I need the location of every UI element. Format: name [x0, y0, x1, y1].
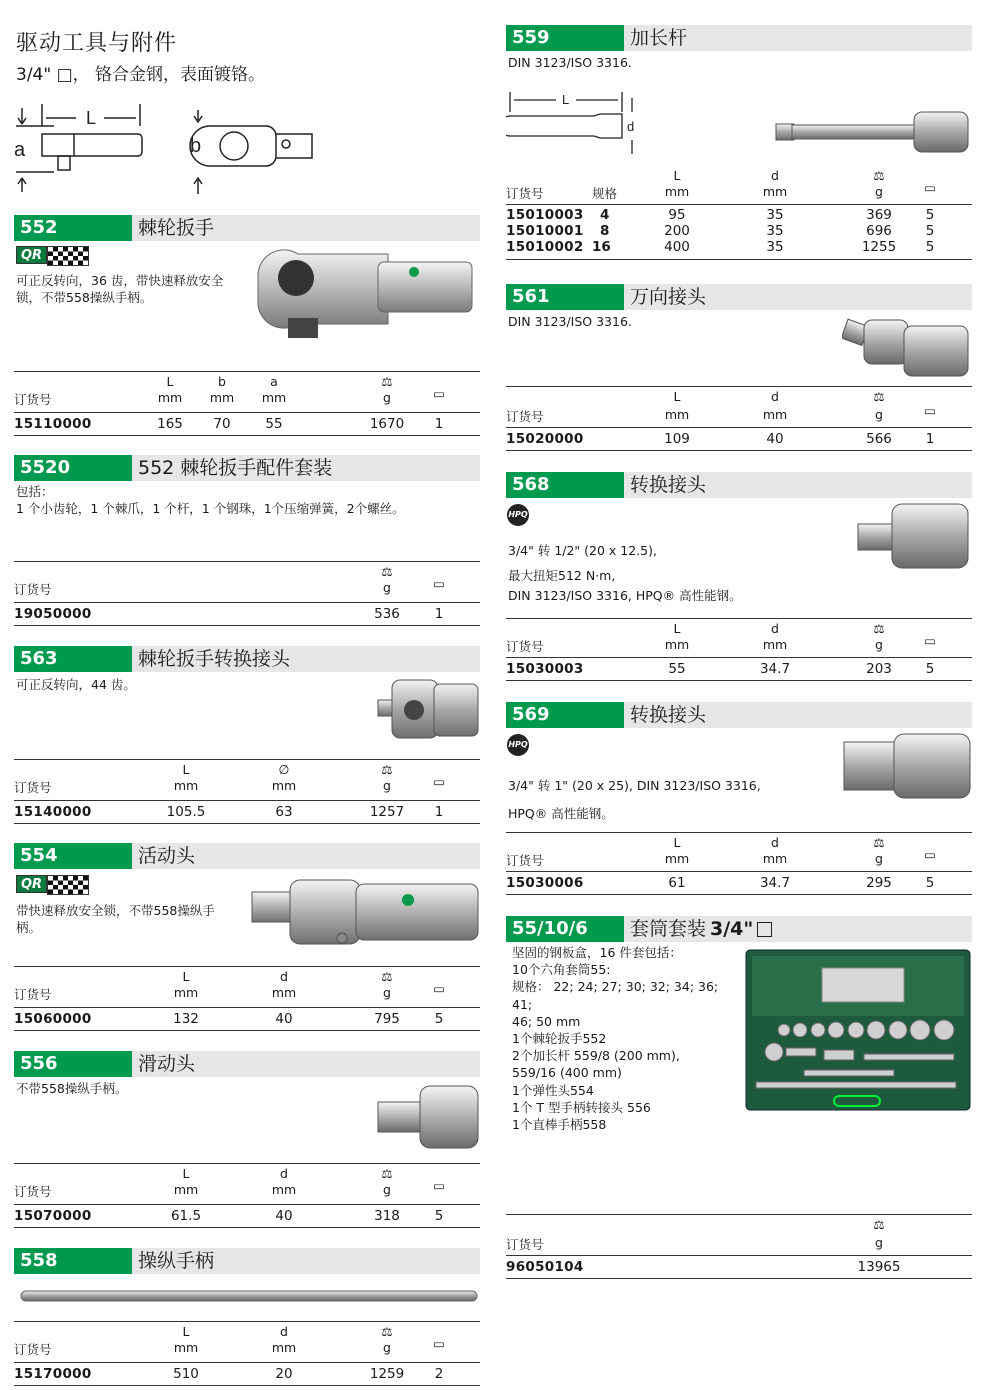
section-number: 559: [506, 25, 624, 51]
col-d-unit: mm: [271, 985, 297, 1000]
qr-badge-text: QR: [16, 875, 47, 893]
order-code: 15070000: [14, 1208, 92, 1224]
list-item: 1个直棒手柄558: [512, 1117, 607, 1133]
order-code: 15010003: [506, 207, 584, 223]
order-code: 15060000: [14, 1011, 92, 1027]
value-pack: 1: [434, 416, 444, 432]
ratchet-wrench-image: [248, 248, 480, 344]
order-code: 15030006: [506, 875, 584, 891]
col-diameter: ∅: [278, 762, 290, 777]
table-row: [14, 1008, 480, 1031]
value-spec: 8: [600, 223, 610, 239]
value-g: 1259: [369, 1366, 405, 1382]
value-pack: 5: [434, 1208, 444, 1224]
col-d: d: [280, 1324, 288, 1339]
dim-L-label: L: [562, 92, 570, 107]
sliding-head-image: [376, 1082, 480, 1152]
table-row: [506, 222, 972, 239]
col-L-unit: mm: [664, 637, 690, 652]
qr-badge: [16, 246, 89, 264]
section-name: 滑动头: [132, 1051, 480, 1077]
list-item: 坚固的钢板盒，16 件套包括：: [512, 945, 682, 960]
col-order: 订货号: [14, 987, 52, 1002]
col-order: 订货号: [506, 639, 544, 654]
col-order: 订货号: [14, 582, 52, 597]
section-name: 活动头: [132, 843, 480, 869]
product-description: 不带558操纵手柄。: [16, 1081, 128, 1096]
order-code: 15010001: [506, 223, 584, 239]
section-header-568: [506, 472, 972, 498]
section-header-55-10-6: [506, 916, 972, 942]
col-L: L: [182, 762, 190, 777]
package-icon: ▭: [433, 386, 445, 401]
col-g-unit: g: [383, 1340, 391, 1355]
col-L: L: [182, 1324, 190, 1339]
list-item: 2个加长杆 559/8 (200 mm),: [512, 1048, 680, 1064]
order-code: 15020000: [506, 431, 584, 447]
scale-icon: ⚖: [381, 1166, 393, 1181]
value-L: 200: [664, 223, 690, 239]
value-g: 318: [374, 1208, 400, 1224]
col-L: L: [166, 374, 174, 389]
list-item: 规格： 22; 24; 27; 30; 32; 34; 36; 41;: [512, 979, 719, 1012]
section-name: 棘轮扳手转换接头: [132, 646, 480, 672]
section-header-561: [506, 284, 972, 310]
section-name: [624, 916, 972, 942]
value-g: 1670: [369, 416, 405, 432]
package-icon: ▭: [433, 774, 445, 789]
col-L-unit: mm: [173, 778, 199, 793]
extension-bar-image: [774, 108, 972, 156]
value-pack: 1: [925, 431, 935, 447]
value-g: 203: [866, 661, 892, 677]
value-d: 40: [766, 431, 784, 447]
product-description-1: 包括：: [16, 484, 54, 499]
section-name: 万向接头: [624, 284, 972, 310]
value-pack: 5: [925, 661, 935, 677]
socket-set-case-image: [744, 948, 972, 1112]
table-554: [14, 966, 480, 1031]
section-header-563: [14, 646, 480, 672]
dim-d-label: d: [627, 119, 635, 134]
col-L: L: [673, 621, 681, 636]
table-558: [14, 1321, 480, 1386]
page-subtitle: 3/4" □， 铬合金钢，表面镀铬。: [16, 65, 266, 85]
table-552: [14, 371, 480, 436]
package-icon: ▭: [924, 403, 936, 418]
section-header-556: [14, 1051, 480, 1077]
package-icon: ▭: [433, 1178, 445, 1193]
col-b-unit: mm: [209, 390, 235, 405]
table-row: [506, 658, 972, 681]
extension-dimension-diagram: [506, 90, 646, 156]
section-name-suffix: 3/4": [710, 918, 754, 940]
col-order: 订货号: [14, 780, 52, 795]
col-b: b: [218, 374, 226, 389]
value-L: 400: [664, 239, 690, 255]
value-L: 510: [173, 1366, 199, 1382]
scale-icon: ⚖: [381, 969, 393, 984]
col-order: 订货号: [14, 392, 52, 407]
value-d: 40: [275, 1208, 293, 1224]
value-pack: 5: [925, 207, 935, 223]
order-code: 15030003: [506, 661, 584, 677]
section-name: 加长杆: [624, 25, 972, 51]
list-item: 1个弹性头554: [512, 1082, 594, 1098]
col-order: 订货号: [506, 1237, 544, 1252]
qr-badge: [16, 875, 89, 893]
col-g-unit: g: [383, 390, 391, 405]
col-order: 订货号: [14, 1342, 52, 1357]
value-L: 132: [173, 1011, 199, 1027]
col-d: d: [280, 1166, 288, 1181]
scale-icon: ⚖: [381, 564, 393, 579]
package-icon: ▭: [433, 1336, 445, 1351]
product-description: 可正反转向，44 齿。: [16, 677, 136, 692]
value-b: 70: [213, 416, 231, 432]
dim-L-label: L: [86, 108, 97, 128]
section-number: 558: [14, 1248, 132, 1274]
section-name: 552 棘轮扳手配件套装: [132, 455, 480, 481]
dim-b-label: b: [190, 135, 202, 157]
package-icon: ▭: [433, 981, 445, 996]
value-pack: 5: [925, 223, 935, 239]
order-code: 96050104: [506, 1259, 584, 1275]
section-header-5520: [14, 455, 480, 481]
product-description-2: 1 个小齿轮，1 个棘爪，1 个杆，1 个钢珠，1个压缩弹簧，2个螺丝。: [16, 501, 405, 516]
col-g-unit: g: [875, 407, 883, 422]
order-code: 15010002: [506, 239, 584, 255]
value-d: 34.7: [759, 661, 791, 677]
qr-badge-text: QR: [16, 246, 47, 264]
table-568: [506, 618, 972, 681]
list-item: 1个 T 型手柄转接头 556: [512, 1099, 651, 1115]
col-L-unit: mm: [173, 1340, 199, 1355]
col-L-unit: mm: [173, 1182, 199, 1197]
col-g-unit: g: [875, 1235, 883, 1250]
section-name: 操纵手柄: [132, 1248, 480, 1274]
value-pack: 1: [434, 606, 444, 622]
value-d: 40: [275, 1011, 293, 1027]
hpq-badge: HPQ: [507, 504, 529, 526]
col-L-unit: mm: [664, 184, 690, 199]
col-L: L: [182, 1166, 190, 1181]
value-diameter: 63: [275, 804, 293, 820]
value-spec: 4: [600, 207, 610, 223]
product-description-3: DIN 3123/ISO 3316, HPQ® 高性能钢。: [508, 588, 742, 603]
col-L: L: [673, 389, 681, 404]
value-L: 95: [668, 207, 686, 223]
section-name: 转换接头: [624, 702, 972, 728]
scale-icon: ⚖: [381, 762, 393, 777]
scale-icon: ⚖: [873, 389, 885, 404]
value-d: 20: [275, 1366, 293, 1382]
value-g: 1257: [369, 804, 405, 820]
order-code: 19050000: [14, 606, 92, 622]
col-d: d: [771, 835, 779, 850]
value-g: 295: [866, 875, 892, 891]
section-name: 棘轮扳手: [132, 215, 480, 241]
value-g: 13965: [857, 1259, 901, 1275]
table-55-10-6: [506, 1214, 972, 1279]
product-description: DIN 3123/ISO 3316.: [508, 55, 632, 70]
value-L: 61.5: [170, 1208, 202, 1224]
scale-icon: ⚖: [873, 835, 885, 850]
package-icon: ▭: [924, 180, 936, 195]
col-d: d: [771, 389, 779, 404]
value-L: 61: [668, 875, 686, 891]
value-pack: 5: [434, 1011, 444, 1027]
product-description-1: 3/4" 转 1/2" (20 x 12.5),: [508, 543, 657, 558]
universal-joint-image: [250, 876, 480, 952]
table-row: [506, 872, 972, 895]
value-pack: 5: [925, 239, 935, 255]
dimension-diagram: [14, 96, 334, 196]
col-a-unit: mm: [261, 390, 287, 405]
product-description: DIN 3123/ISO 3316.: [508, 314, 632, 329]
value-d: 35: [766, 207, 784, 223]
checkered-flag-icon: [47, 246, 89, 266]
table-563: [14, 759, 480, 824]
value-spec: 16: [592, 239, 611, 255]
col-d: d: [280, 969, 288, 984]
product-description-2: 最大扭矩512 N·m,: [508, 568, 616, 583]
list-item: 46; 50 mm: [512, 1013, 581, 1029]
col-L: L: [673, 168, 681, 183]
value-g: 795: [374, 1011, 400, 1027]
checkered-flag-icon: [47, 875, 89, 895]
col-d-unit: mm: [762, 637, 788, 652]
order-code: 15110000: [14, 416, 92, 432]
page-title: 驱动工具与附件: [16, 31, 178, 56]
value-d: 35: [766, 239, 784, 255]
product-description-1: 3/4" 转 1" (20 x 25), DIN 3123/ISO 3316,: [508, 778, 761, 793]
order-code: 15140000: [14, 804, 92, 820]
col-diameter-unit: mm: [271, 778, 297, 793]
value-d: 35: [766, 223, 784, 239]
value-g: 369: [866, 207, 892, 223]
col-L-unit: mm: [157, 390, 183, 405]
table-row: [14, 1205, 480, 1228]
set-contents-list: [512, 944, 742, 1133]
col-L-unit: mm: [664, 407, 690, 422]
table-5520: [14, 561, 480, 626]
list-item: 559/16 (400 mm): [512, 1065, 622, 1081]
col-L-unit: mm: [173, 985, 199, 1000]
col-order: 订货号: [14, 1184, 52, 1199]
col-d-unit: mm: [271, 1340, 297, 1355]
value-pack: 1: [434, 804, 444, 820]
section-header-559: [506, 25, 972, 51]
product-description: 带快速释放安全锁，不带558操纵手柄。: [16, 903, 215, 935]
value-d: 34.7: [759, 875, 791, 891]
section-header-558: [14, 1248, 480, 1274]
value-g: 696: [866, 223, 892, 239]
section-number: 563: [14, 646, 132, 672]
value-L: 109: [664, 431, 690, 447]
section-number: 556: [14, 1051, 132, 1077]
list-item: 10个六角套筒55:: [512, 962, 611, 978]
value-a: 55: [265, 416, 283, 432]
section-name-text: 套筒套装: [630, 918, 707, 940]
value-L: 105.5: [166, 804, 206, 820]
section-header-569: [506, 702, 972, 728]
dim-a-label: a: [14, 139, 26, 161]
value-pack: 5: [925, 875, 935, 891]
universal-joint-561-image: [842, 312, 972, 378]
col-a: a: [270, 374, 278, 389]
section-number: 568: [506, 472, 624, 498]
package-icon: ▭: [433, 576, 445, 591]
value-L: 165: [157, 416, 183, 432]
section-number: 55/10/6: [506, 916, 624, 942]
section-name: 转换接头: [624, 472, 972, 498]
col-order: 订货号: [506, 409, 544, 424]
scale-icon: ⚖: [381, 374, 393, 389]
adapter-569-image: [842, 730, 972, 802]
product-description: 可正反转向，36 齿，带快速释放安全锁，不带558操纵手柄。: [16, 273, 224, 305]
scale-icon: ⚖: [381, 1324, 393, 1339]
col-d-unit: mm: [762, 851, 788, 866]
col-L: L: [182, 969, 190, 984]
col-g-unit: g: [875, 637, 883, 652]
section-header-554: [14, 843, 480, 869]
col-d-unit: mm: [271, 1182, 297, 1197]
hpq-badge: HPQ: [507, 734, 529, 756]
table-569: [506, 832, 972, 895]
section-number: 569: [506, 702, 624, 728]
col-spec: 规格: [592, 186, 618, 201]
table-row: [14, 413, 480, 436]
section-number: 561: [506, 284, 624, 310]
ratchet-adapter-image: [376, 674, 480, 746]
scale-icon: ⚖: [873, 621, 885, 636]
table-row: [506, 1256, 972, 1279]
adapter-568-image: [856, 500, 972, 572]
order-code: 15170000: [14, 1366, 92, 1382]
col-g-unit: g: [383, 985, 391, 1000]
col-g-unit: g: [875, 851, 883, 866]
table-row: [506, 239, 972, 260]
sliding-bar-image: [20, 1288, 478, 1304]
table-row: [506, 205, 972, 222]
value-pack: 2: [434, 1366, 444, 1382]
table-row: [506, 428, 972, 451]
table-556: [14, 1163, 480, 1228]
col-g-unit: g: [383, 580, 391, 595]
table-559: [506, 166, 972, 260]
col-g-unit: g: [875, 184, 883, 199]
value-L: 55: [668, 661, 686, 677]
col-L-unit: mm: [664, 851, 690, 866]
col-g-unit: g: [383, 778, 391, 793]
col-order: 订货号: [506, 853, 544, 868]
table-561: [506, 386, 972, 451]
section-number: 554: [14, 843, 132, 869]
package-icon: ▭: [924, 847, 936, 862]
section-number: 5520: [14, 455, 132, 481]
col-g-unit: g: [383, 1182, 391, 1197]
col-order: 订货号: [506, 186, 544, 201]
scale-icon: ⚖: [873, 168, 885, 183]
value-g: 536: [374, 606, 400, 622]
col-d-unit: mm: [762, 184, 788, 199]
col-d-unit: mm: [762, 407, 788, 422]
section-header-552: [14, 215, 480, 241]
package-icon: ▭: [924, 633, 936, 648]
table-row: [14, 603, 480, 626]
col-d: d: [771, 621, 779, 636]
value-g: 566: [866, 431, 892, 447]
value-g: 1255: [861, 239, 897, 255]
col-L: L: [673, 835, 681, 850]
list-item: 1个棘轮扳手552: [512, 1031, 607, 1047]
scale-icon: ⚖: [873, 1217, 885, 1232]
col-d: d: [771, 168, 779, 183]
section-number: 552: [14, 215, 132, 241]
square-drive-icon: [757, 922, 772, 937]
product-description-2: HPQ® 高性能钢。: [508, 806, 614, 821]
table-row: [14, 1363, 480, 1386]
table-row: [14, 801, 480, 824]
